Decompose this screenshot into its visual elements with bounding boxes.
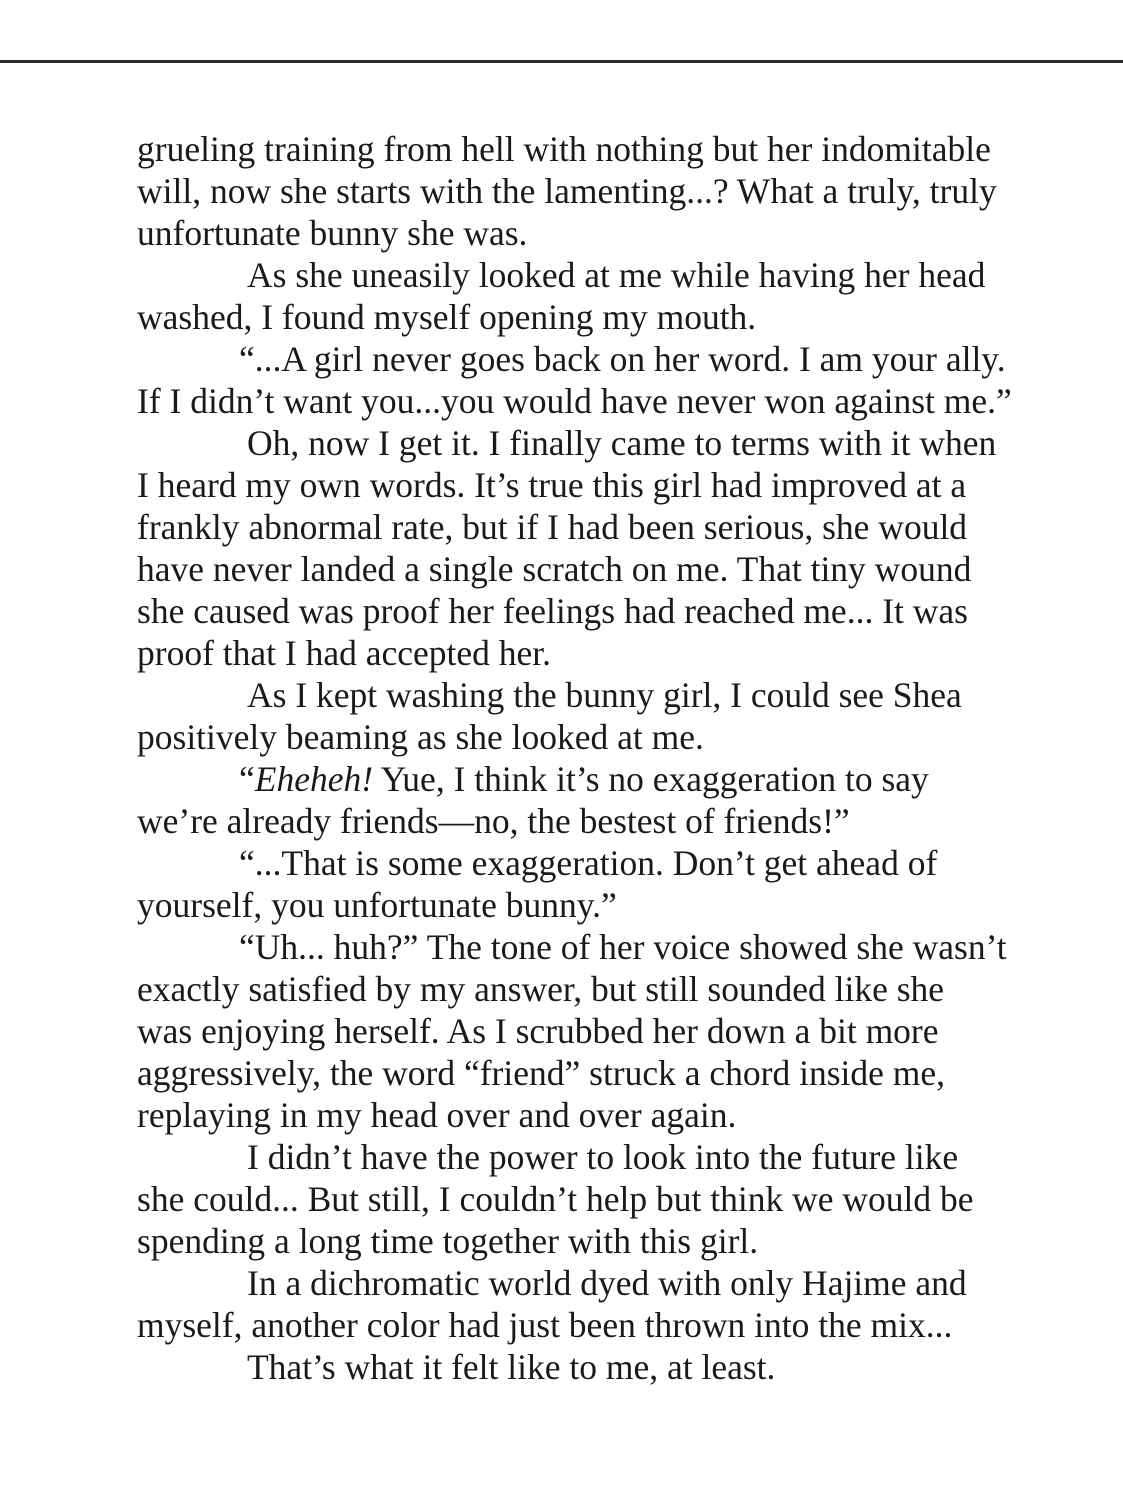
text-line: replaying in my head over and over again. bbox=[137, 1095, 737, 1135]
text-line: myself, another color had just been thrown into the mix... bbox=[137, 1305, 953, 1345]
text-line: “...A girl never goes back on her word. I am your ally. bbox=[239, 339, 1006, 379]
text-line: Oh, now I get it. I finally came to terms with it when bbox=[247, 423, 997, 463]
text-line: I didn’t have the power to look into the future like bbox=[247, 1137, 959, 1177]
text-line: grueling training from hell with nothing but her indomitable bbox=[137, 129, 991, 169]
text-line: That’s what it felt like to me, at least. bbox=[247, 1347, 776, 1387]
open-quote: “ bbox=[239, 759, 255, 799]
text-line: she caused was proof her feelings had reached me... It was bbox=[137, 591, 968, 631]
text-line: have never landed a single scratch on me. That tiny wound bbox=[137, 549, 972, 589]
text-line: positively beaming as she looked at me. bbox=[137, 717, 704, 757]
header-rule bbox=[0, 60, 1123, 63]
text-line bbox=[137, 758, 1027, 800]
text-line: will, now she starts with the lamenting...? What a truly, truly bbox=[137, 171, 997, 211]
text-line: was enjoying herself. As I scrubbed her down a bit more bbox=[137, 1011, 939, 1051]
text-line: we’re already friends—no, the bestest of friends!” bbox=[137, 801, 850, 841]
text-line: I heard my own words. It’s true this girl had improved at a bbox=[137, 465, 967, 505]
text-line: washed, I found myself opening my mouth. bbox=[137, 297, 757, 337]
text-line: “...That is some exaggeration. Don’t get ahead of bbox=[239, 843, 938, 883]
text-line: In a dichromatic world dyed with only Hajime and bbox=[247, 1263, 967, 1303]
text-line: she could... But still, I couldn’t help but think we would be bbox=[137, 1179, 974, 1219]
text-line: As she uneasily looked at me while having her head bbox=[247, 255, 986, 295]
text-line: aggressively, the word “friend” struck a chord inside me, bbox=[137, 1053, 946, 1093]
text-line: proof that I had accepted her. bbox=[137, 633, 551, 673]
text-line: If I didn’t want you...you would have never won against me.” bbox=[137, 381, 1012, 421]
italic-exclamation: Eheheh! bbox=[254, 759, 374, 799]
text-line: “Uh... huh?” The tone of her voice showed she wasn’t bbox=[239, 927, 1007, 967]
text-line: yourself, you unfortunate bunny.” bbox=[137, 885, 617, 925]
text-line: spending a long time together with this girl. bbox=[137, 1221, 759, 1261]
text-line: As I kept washing the bunny girl, I could see Shea bbox=[247, 675, 962, 715]
text-line: frankly abnormal rate, but if I had been serious, she would bbox=[137, 507, 968, 547]
line-remainder: Yue, I think it’s no exaggeration to say bbox=[373, 759, 929, 799]
text-line: unfortunate bunny she was. bbox=[137, 213, 528, 253]
body-text bbox=[137, 128, 1027, 1388]
text-line: exactly satisfied by my answer, but still sounded like she bbox=[137, 969, 945, 1009]
